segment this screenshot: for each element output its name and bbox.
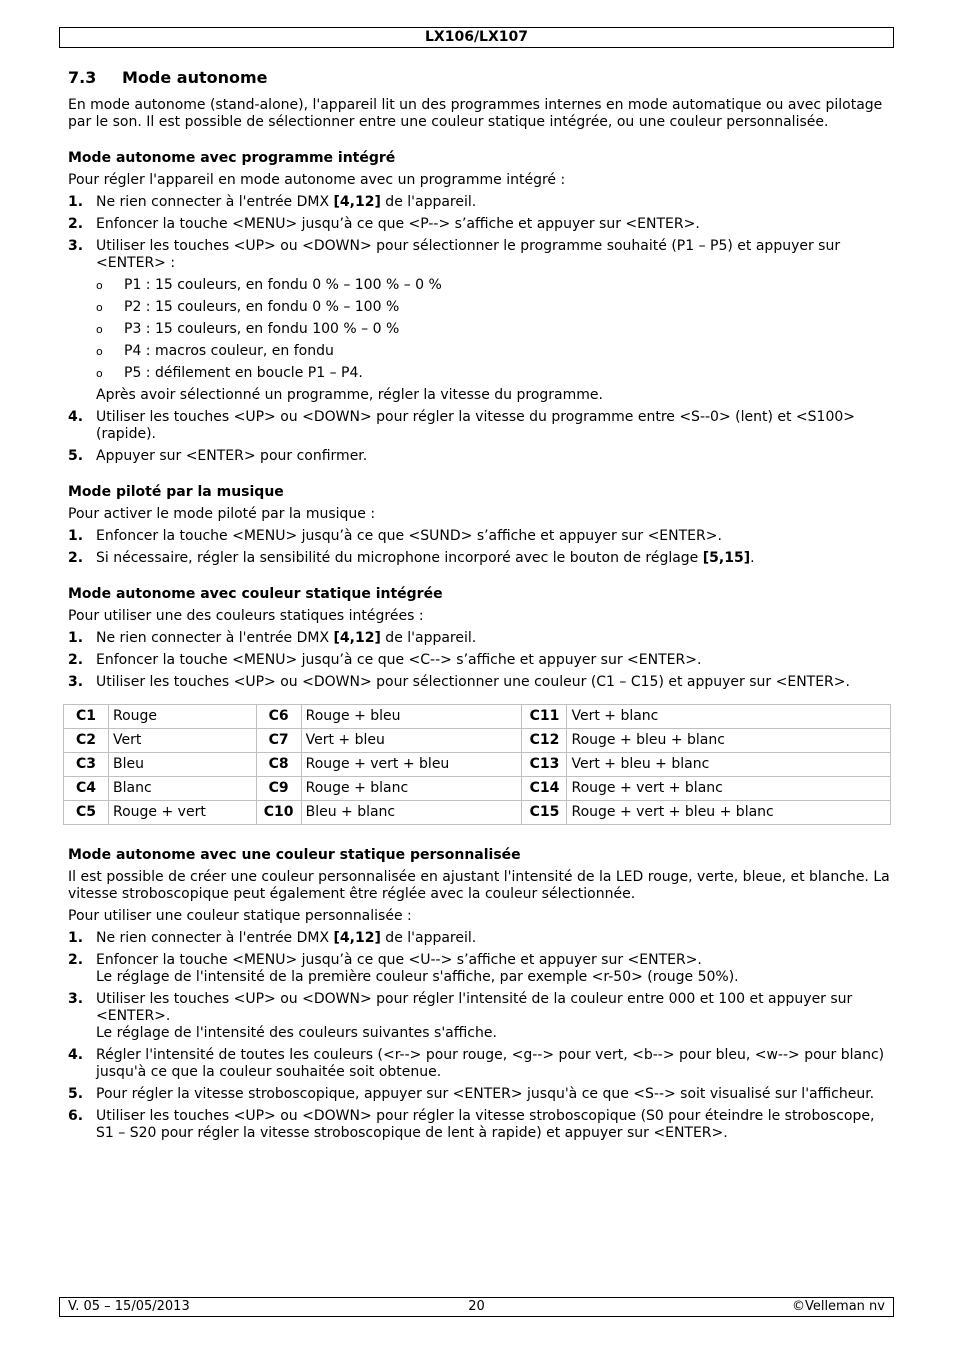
step-note: Le réglage de l'intensité de la première couleur s'affiche, par exemple <r-50> (rouge 50%). — [96, 969, 739, 985]
step-text: Utiliser les touches <UP> ou <DOWN> pour sélectionner une couleur (C1 – C15) et appuyer sur <ENTER>. — [96, 674, 850, 690]
prog-heading: Mode autonome avec programme intégré — [68, 150, 396, 166]
table-row — [64, 729, 891, 753]
program-text: P5 : défilement en boucle P1 – P4. — [124, 365, 363, 381]
bullet-icon: o — [96, 323, 103, 336]
bullet-icon: o — [96, 367, 103, 380]
step-text-end: de l'appareil. — [380, 930, 477, 946]
color-name: Vert + bleu + blanc — [567, 753, 891, 777]
color-name: Rouge + vert + bleu + blanc — [567, 801, 891, 825]
program-text: P1 : 15 couleurs, en fondu 0 % – 100 % – 0 % — [124, 277, 442, 293]
program-list — [96, 277, 890, 382]
reference: [5,15] — [702, 550, 751, 566]
color-code: C12 — [522, 729, 567, 753]
list-item — [68, 1047, 890, 1081]
list-item — [68, 409, 890, 443]
list-item — [68, 550, 890, 567]
step-text-end: de l'appareil. — [380, 194, 477, 210]
page-header — [59, 27, 894, 48]
color-name: Bleu — [109, 753, 257, 777]
list-item — [68, 1108, 890, 1142]
step-number: 4. — [68, 409, 84, 425]
table-row — [64, 753, 891, 777]
step-number: 1. — [68, 630, 84, 646]
list-item — [68, 238, 890, 404]
color-code: C8 — [256, 753, 301, 777]
custom-steps — [68, 930, 890, 1142]
step-text: Utiliser les touches <UP> ou <DOWN> pour sélectionner le programme souhaité (P1 – P5) et appuyer sur <ENTER> : — [96, 238, 841, 271]
color-code: C6 — [256, 705, 301, 729]
static-intro: Pour utiliser une des couleurs statiques intégrées : — [68, 608, 424, 624]
list-item — [68, 630, 890, 647]
list-item — [68, 674, 890, 691]
color-code: C10 — [256, 801, 301, 825]
step-number: 2. — [68, 550, 84, 566]
step-number: 4. — [68, 1047, 84, 1063]
static-heading: Mode autonome avec couleur statique intégrée — [68, 586, 443, 602]
color-name: Blanc — [109, 777, 257, 801]
color-name: Rouge + bleu — [301, 705, 522, 729]
step-text-end: de l'appareil. — [380, 630, 477, 646]
color-code: C14 — [522, 777, 567, 801]
color-code: C9 — [256, 777, 301, 801]
color-code: C7 — [256, 729, 301, 753]
section-intro: En mode autonome (stand-alone), l'appareil lit un des programmes internes en mode automatique ou avec pilotage par le son. Il est possible de sélectionner entre une couleur statique intégrée, ou une couleur personnalisée. — [68, 97, 883, 130]
table-row — [64, 705, 891, 729]
section-title-text: Mode autonome — [122, 68, 268, 87]
step-text: Pour régler la vitesse stroboscopique, appuyer sur <ENTER> jusqu'à ce que <S--> soit visualisé sur l'afficheur. — [96, 1086, 875, 1102]
music-steps — [68, 528, 890, 567]
list-item — [68, 194, 890, 211]
color-name: Rouge + blanc — [301, 777, 522, 801]
list-item — [96, 321, 890, 338]
list-item — [68, 1086, 890, 1103]
step-number: 3. — [68, 991, 84, 1007]
bullet-icon: o — [96, 345, 103, 358]
reference: [4,12] — [333, 630, 381, 646]
list-item — [68, 216, 890, 233]
color-name: Vert + blanc — [567, 705, 891, 729]
static-steps — [68, 630, 890, 691]
color-code: C3 — [64, 753, 109, 777]
step-text: Si nécessaire, régler la sensibilité du microphone incorporé avec le bouton de réglage — [96, 550, 703, 566]
step-text: Enfoncer la touche <MENU> jusqu’à ce que <SUND> s’affiche et appuyer sur <ENTER>. — [96, 528, 722, 544]
color-code: C2 — [64, 729, 109, 753]
footer-copyright: ©Velleman nv — [791, 1299, 885, 1314]
step-text-end: . — [750, 550, 755, 566]
step-number: 1. — [68, 194, 84, 210]
color-name: Rouge + bleu + blanc — [567, 729, 891, 753]
list-item — [68, 991, 890, 1042]
section-number: 7.3 — [68, 68, 97, 87]
color-name: Rouge + vert + bleu — [301, 753, 522, 777]
step-text: Régler l'intensité de toutes les couleurs (<r--> pour rouge, <g--> pour vert, <b--> pour bleu, <w--> pour blanc) jusqu'à ce que la couleur souhaitée soit obtenue. — [96, 1047, 885, 1080]
step-number: 3. — [68, 674, 84, 690]
step-number: 2. — [68, 652, 84, 668]
list-item — [68, 652, 890, 669]
page-content — [68, 68, 890, 1147]
list-item — [96, 365, 890, 382]
bullet-icon: o — [96, 301, 103, 314]
color-code: C15 — [522, 801, 567, 825]
color-code: C4 — [64, 777, 109, 801]
color-name: Vert + bleu — [301, 729, 522, 753]
step-number: 1. — [68, 528, 84, 544]
step-note: Le réglage de l'intensité des couleurs suivantes s'affiche. — [96, 1025, 497, 1041]
color-name: Rouge + vert — [109, 801, 257, 825]
step-text: Ne rien connecter à l'entrée DMX — [96, 930, 334, 946]
color-code: C13 — [522, 753, 567, 777]
color-code: C1 — [64, 705, 109, 729]
custom-intro: Il est possible de créer une couleur personnalisée en ajustant l'intensité de la LED rouge, verte, bleue, et blanche. La vitesse stroboscopique peut également être réglée avec la couleur sélectionnée. — [68, 869, 890, 902]
color-name: Vert — [109, 729, 257, 753]
music-intro: Pour activer le mode piloté par la musique : — [68, 506, 376, 522]
color-table — [63, 704, 891, 825]
music-heading: Mode piloté par la musique — [68, 484, 284, 500]
step-number: 3. — [68, 238, 84, 254]
color-name: Rouge — [109, 705, 257, 729]
step-text: Ne rien connecter à l'entrée DMX — [96, 630, 334, 646]
step-number: 5. — [68, 448, 84, 464]
list-item — [68, 528, 890, 545]
program-text: P3 : 15 couleurs, en fondu 100 % – 0 % — [124, 321, 400, 337]
prog-steps — [68, 194, 890, 465]
step-text: Utiliser les touches <UP> ou <DOWN> pour régler la vitesse stroboscopique (S0 pour éteindre le stroboscope, S1 – S20 pour régler la vitesse stroboscopique de lent à rapide) et appuyer sur <ENTER>. — [96, 1108, 875, 1141]
color-code: C11 — [522, 705, 567, 729]
list-item — [96, 343, 890, 360]
list-item — [96, 299, 890, 316]
list-item — [68, 448, 890, 465]
header-title: LX106/LX107 — [425, 29, 528, 45]
bullet-icon: o — [96, 279, 103, 292]
custom-heading: Mode autonome avec une couleur statique personnalisée — [68, 847, 521, 863]
step-number: 2. — [68, 216, 84, 232]
step-text: Enfoncer la touche <MENU> jusqu’à ce que <C--> s’affiche et appuyer sur <ENTER>. — [96, 652, 702, 668]
table-row — [64, 777, 891, 801]
step-text: Utiliser les touches <UP> ou <DOWN> pour régler la vitesse du programme entre <S--0> (lent) et <S100> (rapide). — [96, 409, 856, 442]
step-text: Utiliser les touches <UP> ou <DOWN> pour régler l'intensité de la couleur entre 000 et 100 et appuyer sur <ENTER>. — [96, 991, 853, 1024]
footer-version: V. 05 – 15/05/2013 — [68, 1299, 190, 1314]
program-text: P2 : 15 couleurs, en fondu 0 % – 100 % — [124, 299, 400, 315]
list-item — [68, 952, 890, 986]
page-footer — [59, 1297, 894, 1317]
step-number: 2. — [68, 952, 84, 968]
section-title — [68, 68, 890, 88]
step-text: Enfoncer la touche <MENU> jusqu’à ce que <U--> s’affiche et appuyer sur <ENTER>. — [96, 952, 702, 968]
step-number: 5. — [68, 1086, 84, 1102]
custom-intro-2: Pour utiliser une couleur statique personnalisée : — [68, 908, 412, 924]
step-text: Enfoncer la touche <MENU> jusqu’à ce que <P--> s’affiche et appuyer sur <ENTER>. — [96, 216, 700, 232]
step-number: 1. — [68, 930, 84, 946]
reference: [4,12] — [333, 930, 381, 946]
program-text: P4 : macros couleur, en fondu — [124, 343, 334, 359]
table-row — [64, 801, 891, 825]
step-note: Après avoir sélectionné un programme, régler la vitesse du programme. — [96, 387, 603, 403]
list-item — [96, 277, 890, 294]
step-text: Appuyer sur <ENTER> pour confirmer. — [96, 448, 368, 464]
step-text: Ne rien connecter à l'entrée DMX — [96, 194, 334, 210]
prog-intro: Pour régler l'appareil en mode autonome avec un programme intégré : — [68, 172, 566, 188]
color-code: C5 — [64, 801, 109, 825]
reference: [4,12] — [333, 194, 381, 210]
footer-page-number: 20 — [468, 1299, 485, 1314]
color-name: Bleu + blanc — [301, 801, 522, 825]
step-number: 6. — [68, 1108, 84, 1124]
color-name: Rouge + vert + blanc — [567, 777, 891, 801]
list-item — [68, 930, 890, 947]
